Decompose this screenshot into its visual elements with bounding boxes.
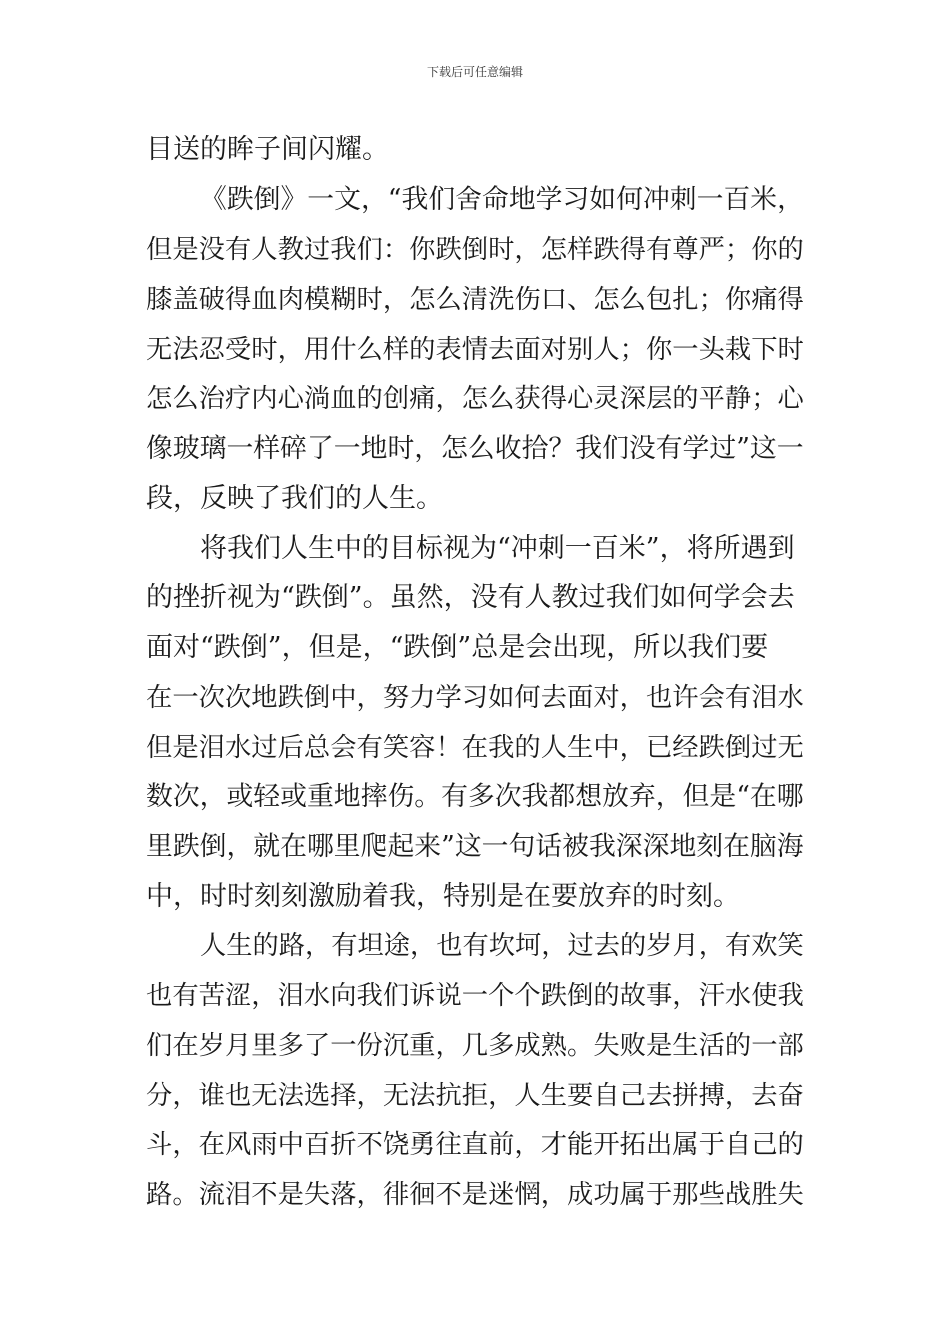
text-line-content: 面对“跌倒”，但是，“跌倒”总是会出现，所以我们要 [146, 632, 769, 663]
text-line-content: 怎么治疗内心淌血的创痛，怎么获得心灵深层的平静；心 [146, 384, 804, 414]
text-line [0, 379, 950, 419]
text-line [0, 678, 950, 718]
text-line-content: 里跌倒，就在哪里爬起来”这一句话被我深深地刻在脑海 [146, 831, 804, 862]
text-line [0, 1026, 950, 1066]
text-line [0, 330, 950, 370]
text-line-content: 《跌倒》一文，“我们舍命地学习如何冲刺一百米， [200, 184, 804, 215]
text-line [0, 777, 950, 817]
text-line [0, 1125, 950, 1165]
text-line [0, 728, 950, 768]
text-line-content: 的挫折视为“跌倒”。虽然，没有人教过我们如何学会去 [146, 582, 795, 613]
text-line-content: 们在岁月里多了一份沉重，几多成熟。失败是生活的一部 [146, 1031, 804, 1061]
text-line [0, 230, 950, 270]
text-line-content: 将我们人生中的目标视为“冲刺一百米”，将所遇到 [200, 533, 795, 564]
text-line [0, 877, 950, 917]
text-line-content: 无法忍受时，用什么样的表情去面对别人；你一头栽下时 [146, 335, 804, 365]
text-line-content: 斗，在风雨中百折不饶勇往直前，才能开拓出属于自己的 [146, 1130, 804, 1160]
text-line-content: 路。流泪不是失落，徘徊不是迷惘，成功属于那些战胜失 [146, 1180, 804, 1210]
text-line-content: 在一次次地跌倒中，努力学习如何去面对，也许会有泪水 [146, 683, 804, 713]
text-line [0, 926, 950, 966]
text-line-content: 但是没有人教过我们：你跌倒时，怎样跌得有尊严；你的 [146, 235, 804, 265]
text-line [0, 479, 950, 519]
text-line-content: 人生的路，有坦途，也有坎坷，过去的岁月，有欢笑 [200, 931, 804, 961]
text-line-content: 像玻璃一样碎了一地时，怎么收拾？我们没有学过”这一 [146, 433, 804, 464]
text-line-content: 但是泪水过后总会有笑容！在我的人生中，已经跌倒过无 [146, 733, 804, 763]
text-line [0, 1076, 950, 1116]
text-line-content: 数次，或轻或重地摔伤。有多次我都想放弃，但是“在哪 [146, 781, 804, 812]
text-line [0, 180, 950, 220]
text-line-content: 中，时时刻刻激励着我，特别是在要放弃的时刻。 [146, 881, 740, 912]
text-line [0, 827, 950, 867]
text-line-content: 段，反映了我们的人生。 [146, 483, 443, 514]
text-line-content: 目送的眸子间闪耀。 [146, 134, 389, 165]
text-line [0, 429, 950, 469]
text-line [0, 280, 950, 320]
text-line-content: 也有苦涩，泪水向我们诉说一个个跌倒的故事，汗水使我 [146, 981, 804, 1011]
text-line [0, 529, 950, 569]
text-line [0, 130, 950, 170]
text-line-content: 分，谁也无法选择，无法抗拒，人生要自己去拼搏，去奋 [146, 1081, 804, 1111]
text-line [0, 628, 950, 668]
text-line-content: 膝盖破得血肉模糊时，怎么清洗伤口、怎么包扎；你痛得 [146, 285, 804, 315]
text-line [0, 578, 950, 618]
text-line [0, 976, 950, 1016]
page-header: 下载后可任意编辑 [426, 65, 523, 79]
text-line [0, 1175, 950, 1215]
